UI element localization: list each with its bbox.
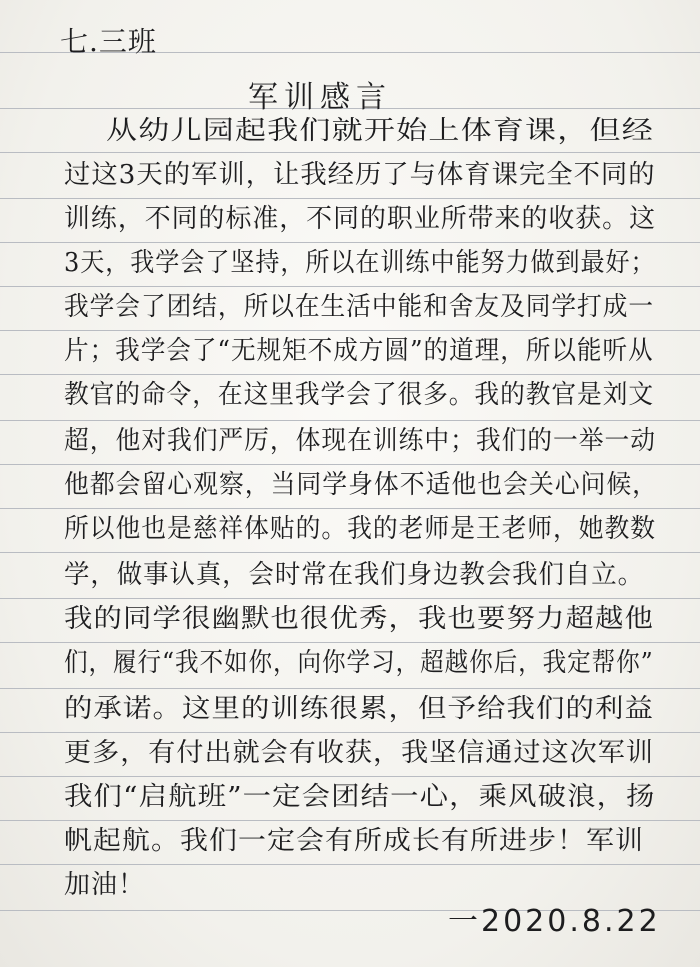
essay-line: 所以他也是慈祥体贴的。我的老师是王老师，她教数 xyxy=(64,514,657,544)
essay-line: 学，做事认真，会时常在我们身边教会我们自立。 xyxy=(64,560,645,590)
class-label: 七.三班 xyxy=(60,25,157,58)
ruled-line xyxy=(0,420,700,421)
ruled-line xyxy=(0,864,700,865)
essay-line: 教官的命令，在这里我学会了很多。我的教官是刘文 xyxy=(64,380,655,410)
essay-line: 我学会了团结，所以在生活中能和舍友及同学打成一 xyxy=(64,292,655,322)
essay-line: 帆起航。我们一定会有所成长有所进步！军训 xyxy=(64,826,645,856)
ruled-line xyxy=(0,552,700,553)
essay-line: 3天，我学会了坚持，所以在训练中能努力做到最好； xyxy=(64,248,656,278)
essay-line: 过这3天的军训，让我经历了与体育课完全不同的 xyxy=(64,160,656,190)
essay-date: 一2020.8.22 xyxy=(448,904,661,939)
essay-line: 我们“启航班”一定会团结一心，乘风破浪，扬 xyxy=(64,782,656,812)
essay-line: 加油！ xyxy=(64,870,146,900)
essay-line: 们，履行“我不如你，向你学习，超越你后，我定帮你” xyxy=(64,648,654,678)
essay-line: 片；我学会了“无规矩不成方圆”的道理，所以能听从 xyxy=(64,336,654,366)
essay-title: 军训感言 xyxy=(248,80,392,115)
essay-line: 从幼儿园起我们就开始上体育课，但经 xyxy=(106,116,655,146)
ruled-line xyxy=(0,642,700,643)
ruled-line xyxy=(0,198,700,199)
essay-line: 超，他对我们严厉，体现在训练中；我们的一举一动 xyxy=(64,426,657,456)
essay-line: 我的同学很幽默也很优秀，我也要努力超越他 xyxy=(64,604,655,634)
ruled-line xyxy=(0,286,700,287)
essay-line: 更多，有付出就会有收获，我坚信通过这次军训 xyxy=(64,738,655,768)
ruled-line xyxy=(0,242,700,243)
ruled-line xyxy=(0,820,700,821)
essay-line: 训练，不同的标准，不同的职业所带来的收获。这 xyxy=(64,204,657,234)
ruled-line xyxy=(0,776,700,777)
essay-line: 的承诺。这里的训练很累，但予给我们的利益 xyxy=(64,694,655,724)
ruled-line xyxy=(0,464,700,465)
ruled-line xyxy=(0,688,700,689)
ruled-line xyxy=(0,330,700,331)
ruled-line xyxy=(0,598,700,599)
ruled-line xyxy=(0,508,700,509)
ruled-line xyxy=(0,374,700,375)
ruled-line xyxy=(0,152,700,153)
ruled-line xyxy=(0,732,700,733)
essay-line: 他都会留心观察，当同学身体不适他也会关心问候， xyxy=(64,470,659,500)
